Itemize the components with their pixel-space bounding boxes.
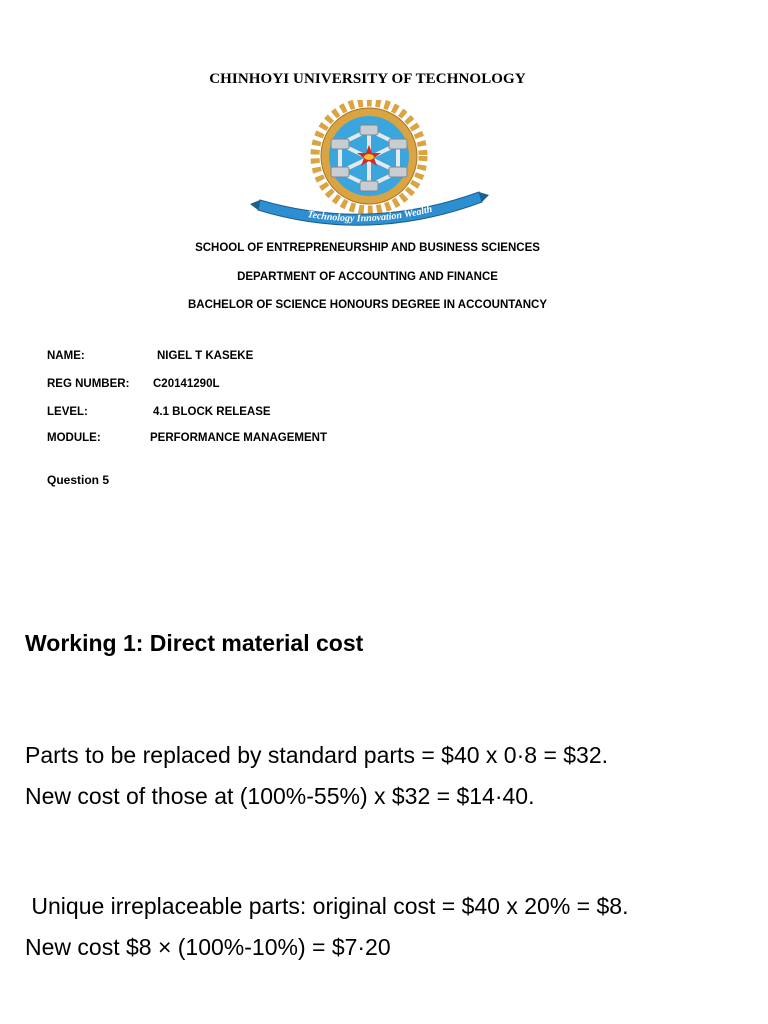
reg-number-label: REG NUMBER: xyxy=(47,378,130,390)
logo-motto: Technology Innovation Wealth xyxy=(306,203,434,225)
reg-number-value: C20141290L xyxy=(153,378,220,390)
working-heading: Working 1: Direct material cost xyxy=(25,630,364,656)
name-value: NIGEL T KASEKE xyxy=(157,350,254,362)
university-title: CHINHOYI UNIVERSITY OF TECHNOLOGY xyxy=(209,71,526,87)
name-label: NAME: xyxy=(47,350,85,362)
working-line-4: New cost $8 × (100%-10%) = $7·20 xyxy=(25,934,391,960)
working-line-1: Parts to be replaced by standard parts = $40 x 0·8 = $32. xyxy=(25,742,609,768)
university-logo xyxy=(232,100,507,232)
department-name: DEPARTMENT OF ACCOUNTING AND FINANCE xyxy=(237,271,498,283)
module-value: PERFORMANCE MANAGEMENT xyxy=(150,432,327,444)
question-label: Question 5 xyxy=(47,473,110,487)
logo-emblem xyxy=(232,100,507,232)
degree-name: BACHELOR OF SCIENCE HONOURS DEGREE IN ACCOUNTANCY xyxy=(187,299,548,311)
working-line-2: New cost of those at (100%-55%) x $32 = $14·40. xyxy=(25,783,535,809)
working-line-3: Unique irreplaceable parts: original cost = $40 x 20% = $8. xyxy=(25,893,629,919)
module-label: MODULE: xyxy=(47,432,101,444)
school-name: SCHOOL OF ENTREPRENEURSHIP AND BUSINESS SCIENCES xyxy=(195,242,540,254)
level-value: 4.1 BLOCK RELEASE xyxy=(153,406,271,418)
level-label: LEVEL: xyxy=(47,406,88,418)
